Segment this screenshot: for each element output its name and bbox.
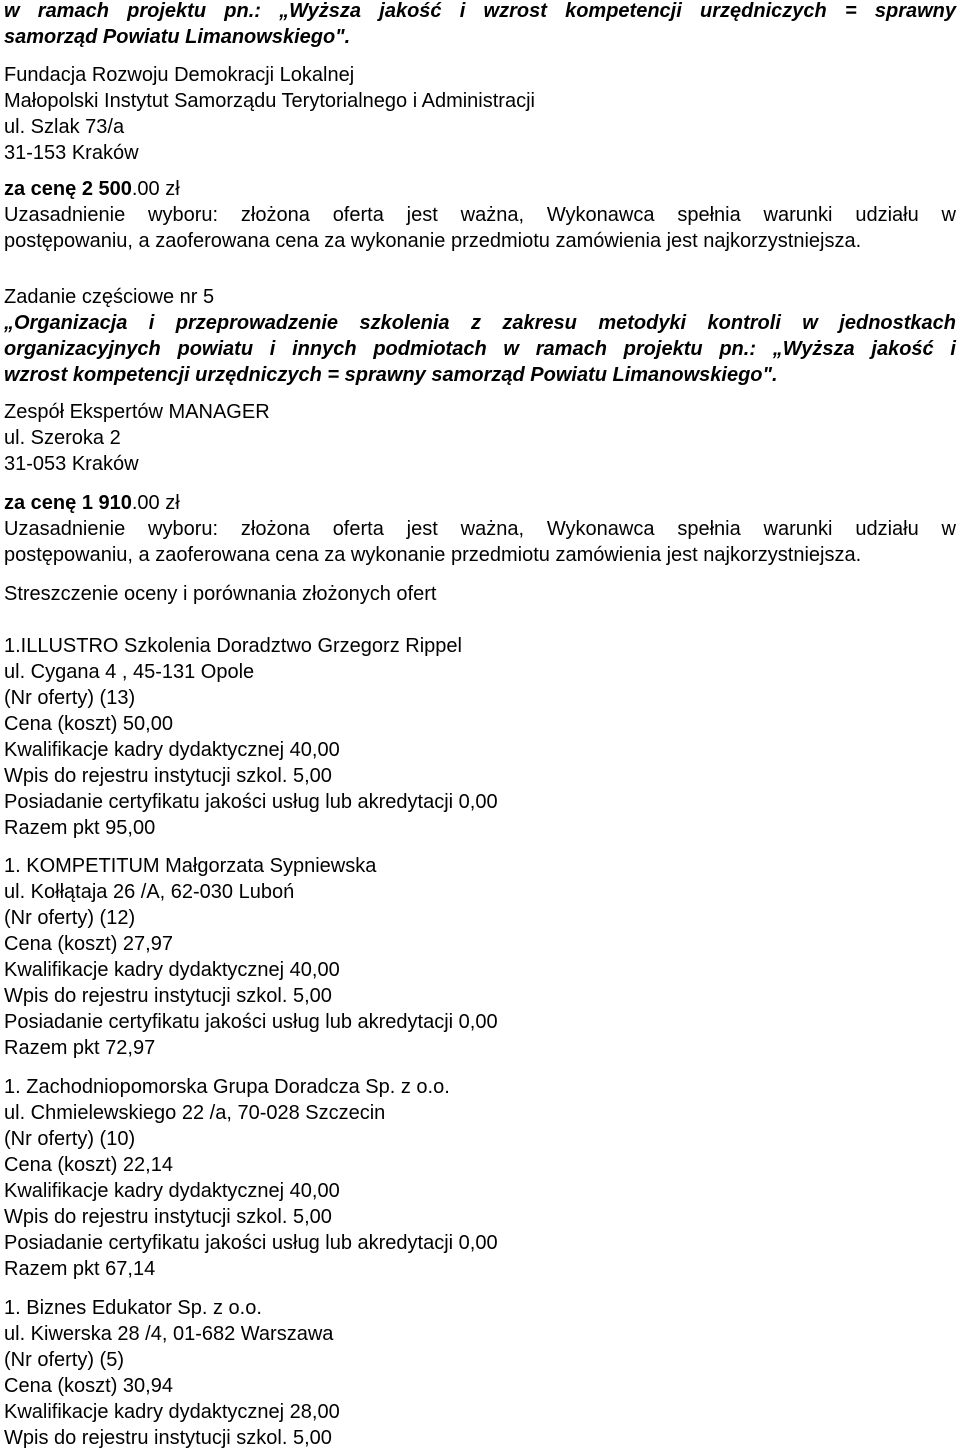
offer-name: 1. Zachodniopomorska Grupa Doradcza Sp. z o.o. [4,1076,450,1098]
justification-line-1: Uzasadnienie wyboru: złożona oferta jest ważna, Wykonawca spełnia warunki udziału w [4,204,956,226]
offer-item [4,853,956,1061]
offer-cost: Cena (koszt) 22,14 [4,1154,173,1176]
task5-justification-line-1: Uzasadnienie wyboru: złożona oferta jest ważna, Wykonawca spełnia warunki udziału w [4,518,956,540]
task5-winner-street: ul. Szeroka 2 [4,427,121,449]
task5-winner-block [4,399,956,477]
summary-heading: Streszczenie oceny i porównania złożonych ofert [4,583,437,605]
task5-price-suffix: .00 zł [131,492,180,514]
offer-address: ul. Kołłątaja 26 /A, 62-030 Luboń [4,881,295,903]
task5-justification-line-2: postępowaniu, a zaoferowana cena za wykonanie przedmiotu zamówienia jest najkorzystniejsza. [4,544,862,566]
winner-street: ul. Szlak 73/a [4,116,125,138]
winner-name-line-1: Fundacja Rozwoju Demokracji Lokalnej [4,64,355,86]
task5-price-prefix: za cenę 1 910 [4,492,132,514]
summary-block [4,581,956,607]
offer-name: 1.ILLUSTRO Szkolenia Doradztwo Grzegorz Rippel [4,635,462,657]
winner-task4-price-block [4,176,956,254]
offer-registry: Wpis do rejestru instytucji szkol. 5,00 [4,765,332,787]
offer-item [4,1074,956,1282]
task5-title-line-3: wzrost kompetencji urzędniczych = sprawny samorząd Powiatu Limanowskiego". [4,364,778,386]
offer-name: 1. Biznes Edukator Sp. z o.o. [4,1297,262,1319]
task5-title-line-2: organizacyjnych powiatu i innych podmiotach w ramach projektu pn.: „Wyższa jakość i [4,338,956,360]
offer-registry: Wpis do rejestru instytucji szkol. 5,00 [4,1427,332,1449]
price-suffix: .00 zł [131,178,180,200]
offer-certificate: Posiadanie certyfikatu jakości usług lub akredytacji 0,00 [4,1011,498,1033]
offer-qualifications: Kwalifikacje kadry dydaktycznej 40,00 [4,739,340,761]
offer-total: Razem pkt 72,97 [4,1037,156,1059]
offer-cost: Cena (koszt) 50,00 [4,713,173,735]
price-prefix: za cenę 2 500 [4,178,132,200]
offer-registry: Wpis do rejestru instytucji szkol. 5,00 [4,985,332,1007]
task5-title-line-1: „Organizacja i przeprowadzenie szkolenia z zakresu metodyki kontroli w jednostkach [4,312,956,334]
justification-line-2: postępowaniu, a zaoferowana cena za wykonanie przedmiotu zamówienia jest najkorzystniejsza. [4,230,862,252]
offer-number: (Nr oferty) (13) [4,687,136,709]
offer-registry: Wpis do rejestru instytucji szkol. 5,00 [4,1206,332,1228]
offer-cost: Cena (koszt) 30,94 [4,1375,173,1397]
task5-heading: Zadanie częściowe nr 5 [4,286,215,308]
winner-city: 31-153 Kraków [4,142,139,164]
offer-address: ul. Chmielewskiego 22 /a, 70-028 Szczecin [4,1102,386,1124]
offer-certificate: Posiadanie certyfikatu jakości usług lub akredytacji 0,00 [4,1232,498,1254]
offer-qualifications: Kwalifikacje kadry dydaktycznej 28,00 [4,1401,340,1423]
offer-number: (Nr oferty) (12) [4,907,136,929]
task5-winner-city: 31-053 Kraków [4,453,139,475]
offer-total: Razem pkt 95,00 [4,817,156,839]
offer-item [4,633,956,841]
offer-qualifications: Kwalifikacje kadry dydaktycznej 40,00 [4,1180,340,1202]
offer-cost: Cena (koszt) 27,97 [4,933,173,955]
task5-price-block [4,490,956,568]
offer-address: ul. Cygana 4 , 45-131 Opole [4,661,255,683]
winner-task4-block [4,62,956,166]
offer-certificate: Posiadanie certyfikatu jakości usług lub akredytacji 0,00 [4,791,498,813]
offer-qualifications: Kwalifikacje kadry dydaktycznej 40,00 [4,959,340,981]
task5-block [4,284,956,388]
intro-block [4,0,956,50]
offer-number: (Nr oferty) (10) [4,1128,136,1150]
winner-price [4,176,956,202]
offer-total: Razem pkt 67,14 [4,1258,156,1280]
offer-address: ul. Kiwerska 28 /4, 01-682 Warszawa [4,1323,334,1345]
task5-price [4,490,956,516]
intro-line-2: samorząd Powiatu Limanowskiego". [4,26,351,48]
offer-number: (Nr oferty) (5) [4,1349,124,1371]
winner-name-line-2: Małopolski Instytut Samorządu Terytorialnego i Administracji [4,90,535,112]
task5-winner-name: Zespół Ekspertów MANAGER [4,401,270,423]
intro-line-1: w ramach projektu pn.: „Wyższa jakość i wzrost kompetencji urzędniczych = sprawny [4,0,956,22]
offer-item [4,1295,956,1451]
offer-name: 1. KOMPETITUM Małgorzata Sypniewska [4,855,377,877]
